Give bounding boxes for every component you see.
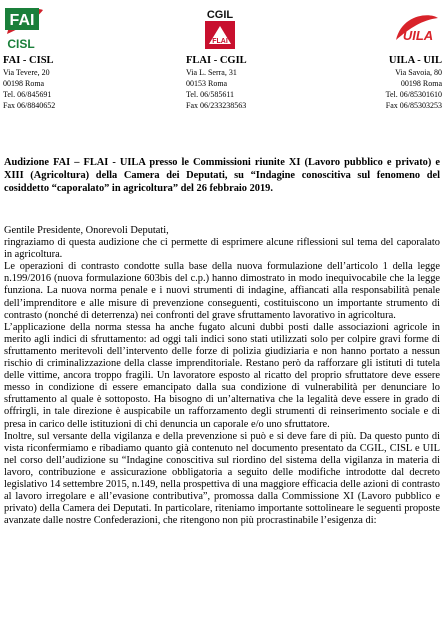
flai-cgil-logo <box>201 4 239 52</box>
uila-logo <box>392 10 442 46</box>
uila-logo-text: UILA <box>402 28 434 43</box>
paragraph-4: Inoltre, sul versante della vigilanza e della prevenzione si può e si deve fare di più. Da questo punto di vista riconfermiamo e ribadiamo quanto già contenuto nel documento presentato da CGIL, CISL e UIL nel corso dell’audizione su “Indagine conoscitiva sul riordino del sistema della vigilanza in materia di lavoro, contribuzione e assicurazione obbligatoria a seguito delle modifiche introdotte dal decreto legislativo 14 settembre 2015, n.149, nella prospettiva di una maggiore efficacia delle azioni di contrasto al lavoro irregolare e all’evasione contributiva”, promossa dalla Commissione XI (Lavoro pubblico e privato) della Camera dei Deputati. In particolare, riteniamo importante sottolineare le seguenti proposte avanzate dalle nostre Confederazioni, che ritengono non più procrastinabile l’esigenza di: <box>4 430 440 527</box>
cgil-logo-text: CGIL <box>206 9 234 21</box>
paragraph-1: ringraziamo di questa audizione che ci permette di esprimere alcune riflessioni sul tema del caporalato in agricoltura. <box>4 237 440 261</box>
document-title: Audizione FAI – FLAI - UILA presso le Commissioni riunite XI (Lavoro pubblico e privato) e XIII (Agricoltura) della Camera dei Deputati, su “Indagine conoscitiva sul fenomeno del cosiddetto “caporalato” in agricoltura” del 26 febbraio 2019. <box>4 157 440 194</box>
fai-cisl-name: FAI - CISL <box>3 55 54 66</box>
flai-logo-text: FLAI <box>212 38 228 45</box>
flai-cgil-address: Via L. Serra, 31 <box>186 68 237 77</box>
fai-cisl-city: 00198 Roma <box>3 79 45 88</box>
uila-uil-address: Via Savoia, 80 <box>395 68 442 77</box>
paragraph-3: L’applicazione della norma stessa ha anche fugato alcuni dubbi posti dalle associazioni agricole in merito agli indici di sfruttamento: ad oggi tali indici sono stati utilizzati solo per colpire gravi forme di sfruttamento meritevoli dell’intervento delle forze di polizia giudiziaria e non hanno portato a nessun rischio di criminalizzazione della classe imprenditoriale. Restano però da rafforzare gli istituti di tutela delle vittime, ancora troppo fragili. Un lavoratore esposto al ricatto del proprio sfruttatore deve essere messo in condizione di essere emancipato dalla sua condizione di vulnerabilità per denunciare lo sfruttamento al quale è sottoposto. Ha bisogno di un’alternativa che la legalità deve essere in grado di offrirgli, in tale direzione è auspicabile un rafforzamento degli strumenti di reinserimento sociale e di presa in carico delle istituzioni di chi denuncia un caporale e/o uno sfruttatore. <box>4 321 440 430</box>
fai-cisl-fax: Fax 06/8840652 <box>3 101 56 110</box>
fai-cisl-address: Via Tevere, 20 <box>3 68 50 77</box>
uila-uil-contact <box>386 55 442 111</box>
flai-cgil-name: FLAI - CGIL <box>186 55 247 66</box>
fai-cisl-logo <box>3 4 45 50</box>
fai-cisl-tel: Tel. 06/845691 <box>3 90 52 99</box>
uila-uil-name: UILA - UIL <box>388 55 442 66</box>
salutation: Gentile Presidente, Onorevoli Deputati, <box>4 225 169 236</box>
uila-uil-fax: Fax 06/85303253 <box>385 101 442 110</box>
flai-cgil-city: 00153 Roma <box>186 79 228 88</box>
document-body <box>4 225 440 527</box>
cisl-logo-text: CISL <box>7 37 35 50</box>
fai-cisl-contact <box>3 55 55 111</box>
flai-cgil-contact <box>186 55 247 111</box>
uila-uil-city: 00198 Roma <box>400 79 442 88</box>
flai-cgil-fax: Fax 06/233238563 <box>186 101 247 110</box>
fai-logo-text: FAI <box>9 12 35 29</box>
uila-uil-tel: Tel. 06/85301610 <box>385 90 442 99</box>
flai-cgil-tel: Tel. 06/585611 <box>186 90 235 99</box>
paragraph-2: Le operazioni di contrasto condotte sulla base della nuova formulazione dell’articolo 1 della legge n.199/2016 (nuova formulazione 603bis del c.p.) hanno dimostrato in modo inequivocabile che la legge funziona. La nuova norma penale e i nuovi strumenti di indagine, affiancati alla responsabilità penale dell’imprenditore e alle misure di prevenzione conseguenti, costituiscono un importante strumento di contrasto (nonché di deterrenza) nei confronti del grave sfruttamento lavorativo in agricoltura. <box>4 261 440 321</box>
